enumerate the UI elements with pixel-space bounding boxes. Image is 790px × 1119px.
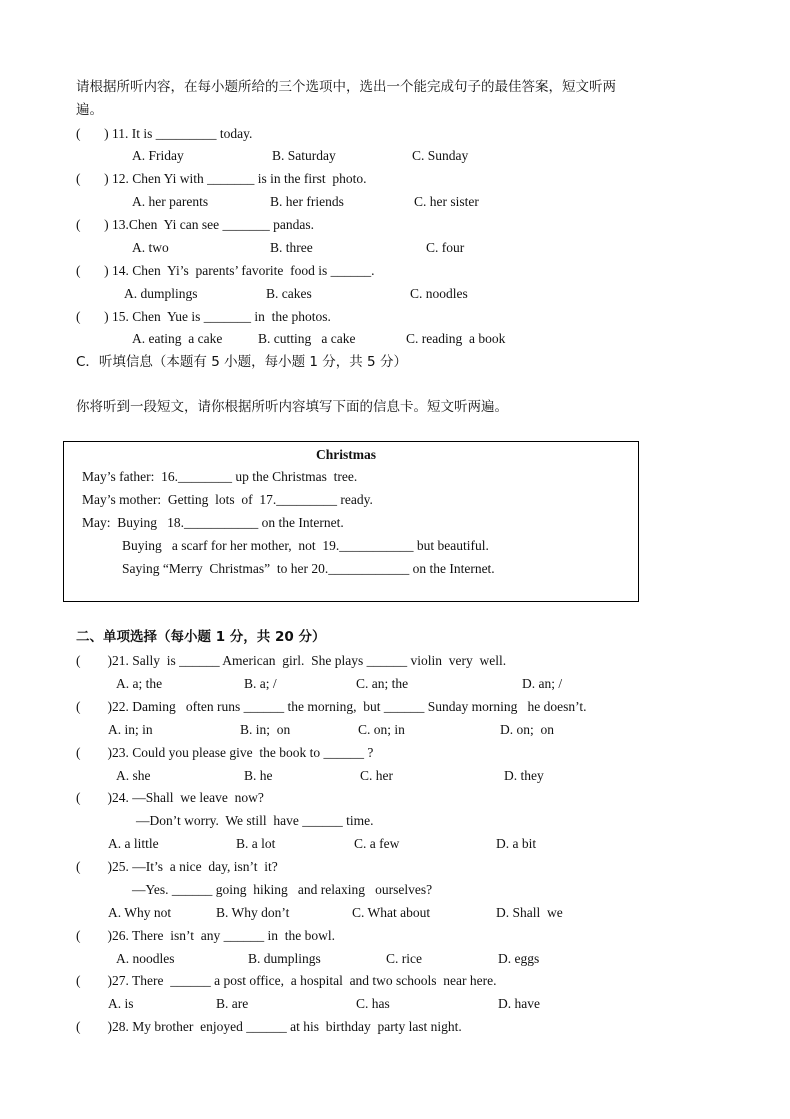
card-line-18: May: Buying 18.___________ on the Internet. [82, 515, 344, 530]
q11-option-c: C. Sunday [412, 148, 469, 163]
q22-option-c: C. on; in [358, 722, 405, 737]
q23-option-d: D. they [504, 768, 544, 783]
card-title: Christmas [316, 447, 376, 462]
q21-option-a: A. a; the [116, 676, 163, 691]
q25-option-b: B. Why don’t [216, 905, 290, 920]
card-line-17: May’s mother: Getting lots of 17._________ ready. [82, 492, 373, 507]
q15-option-c: C. reading a book [406, 331, 506, 346]
q21-option-d: D. an; / [522, 676, 563, 691]
q23-option-b: B. he [244, 768, 273, 783]
section-c-instruction: 你将听到一段短文，请你根据所听内容填写下面的信息卡。短文听两遍。 [76, 399, 508, 415]
q13-option-b: B. three [270, 240, 313, 255]
question-12: ( ) 12. Chen Yi with _______ is in the first photo. [76, 171, 367, 186]
q25-option-a: A. Why not [108, 905, 172, 920]
question-24-reply: —Don’t worry. We still have ______ time. [136, 813, 374, 828]
q24-option-b: B. a lot [236, 836, 276, 851]
q21-option-c: C. an; the [356, 676, 409, 691]
q26-option-c: C. rice [386, 951, 422, 966]
q25-option-c: C. What about [352, 905, 431, 920]
q24-option-d: D. a bit [496, 836, 537, 851]
q22-option-d: D. on; on [500, 722, 554, 737]
question-24: ( )24. —Shall we leave now? [76, 790, 264, 805]
question-23: ( )23. Could you please give the book to ______ ? [76, 745, 374, 760]
q12-option-a: A. her parents [132, 194, 209, 209]
q14-option-c: C. noodles [410, 286, 468, 301]
q12-option-c: C. her sister [414, 194, 479, 209]
q26-option-d: D. eggs [498, 951, 540, 966]
q25-option-d: D. Shall we [496, 905, 563, 920]
section-c-title: C．听填信息（本题有 5 小题，每小题 1 分，共 5 分） [76, 354, 407, 370]
q12-option-b: B. her friends [270, 194, 344, 209]
q27-option-b: B. are [216, 996, 249, 1011]
question-11: ( ) 11. It is _________ today. [76, 126, 253, 141]
q14-option-a: A. dumplings [124, 286, 198, 301]
q24-option-a: A. a little [108, 836, 159, 851]
q11-option-b: B. Saturday [272, 148, 336, 163]
q22-option-b: B. in; on [240, 722, 291, 737]
q23-option-a: A. she [116, 768, 151, 783]
card-line-19: Buying a scarf for her mother, not 19.___________ but beautiful. [122, 538, 489, 553]
question-14: ( ) 14. Chen Yi’s parents’ favorite food is ______. [76, 263, 375, 278]
q22-option-a: A. in; in [108, 722, 153, 737]
section-2-title: 二、单项选择（每小题 1 分，共 20 分） [76, 629, 326, 645]
q13-option-c: C. four [426, 240, 465, 255]
card-line-20: Saying “Merry Christmas” to her 20.____________ on the Internet. [122, 561, 495, 576]
question-25: ( )25. —It’s a nice day, isn’t it? [76, 859, 278, 874]
question-22: ( )22. Daming often runs ______ the morning, but ______ Sunday morning he doesn’t. [76, 699, 587, 714]
q15-option-b: B. cutting a cake [258, 331, 356, 346]
question-21: ( )21. Sally is ______ American girl. She plays ______ violin very well. [76, 653, 507, 668]
q15-option-a: A. eating a cake [132, 331, 223, 346]
q23-option-c: C. her [360, 768, 393, 783]
question-25-reply: —Yes. ______ going hiking and relaxing ourselves? [132, 882, 433, 897]
question-28: ( )28. My brother enjoyed ______ at his birthday party last night. [76, 1019, 462, 1034]
q27-option-a: A. is [108, 996, 134, 1011]
card-line-16: May’s father: 16.________ up the Christmas tree. [82, 469, 358, 484]
q27-option-c: C. has [356, 996, 390, 1011]
q21-option-b: B. a; / [244, 676, 277, 691]
q27-option-d: D. have [498, 996, 540, 1011]
q11-option-a: A. Friday [132, 148, 184, 163]
section-b-instruction-line1: 请根据所听内容，在每小题所给的三个选项中，选出一个能完成句子的最佳答案，短文听两 [76, 79, 616, 95]
q14-option-b: B. cakes [266, 286, 312, 301]
q26-option-a: A. noodles [116, 951, 175, 966]
q26-option-b: B. dumplings [248, 951, 321, 966]
section-b-instruction-line2: 遍。 [76, 102, 103, 118]
question-15: ( ) 15. Chen Yue is _______ in the photos. [76, 309, 331, 324]
q24-option-c: C. a few [354, 836, 400, 851]
question-13: ( ) 13.Chen Yi can see _______ pandas. [76, 217, 314, 232]
q13-option-a: A. two [132, 240, 169, 255]
question-26: ( )26. There isn’t any ______ in the bowl. [76, 928, 335, 943]
question-27: ( )27. There ______ a post office, a hospital and two schools near here. [76, 973, 497, 988]
